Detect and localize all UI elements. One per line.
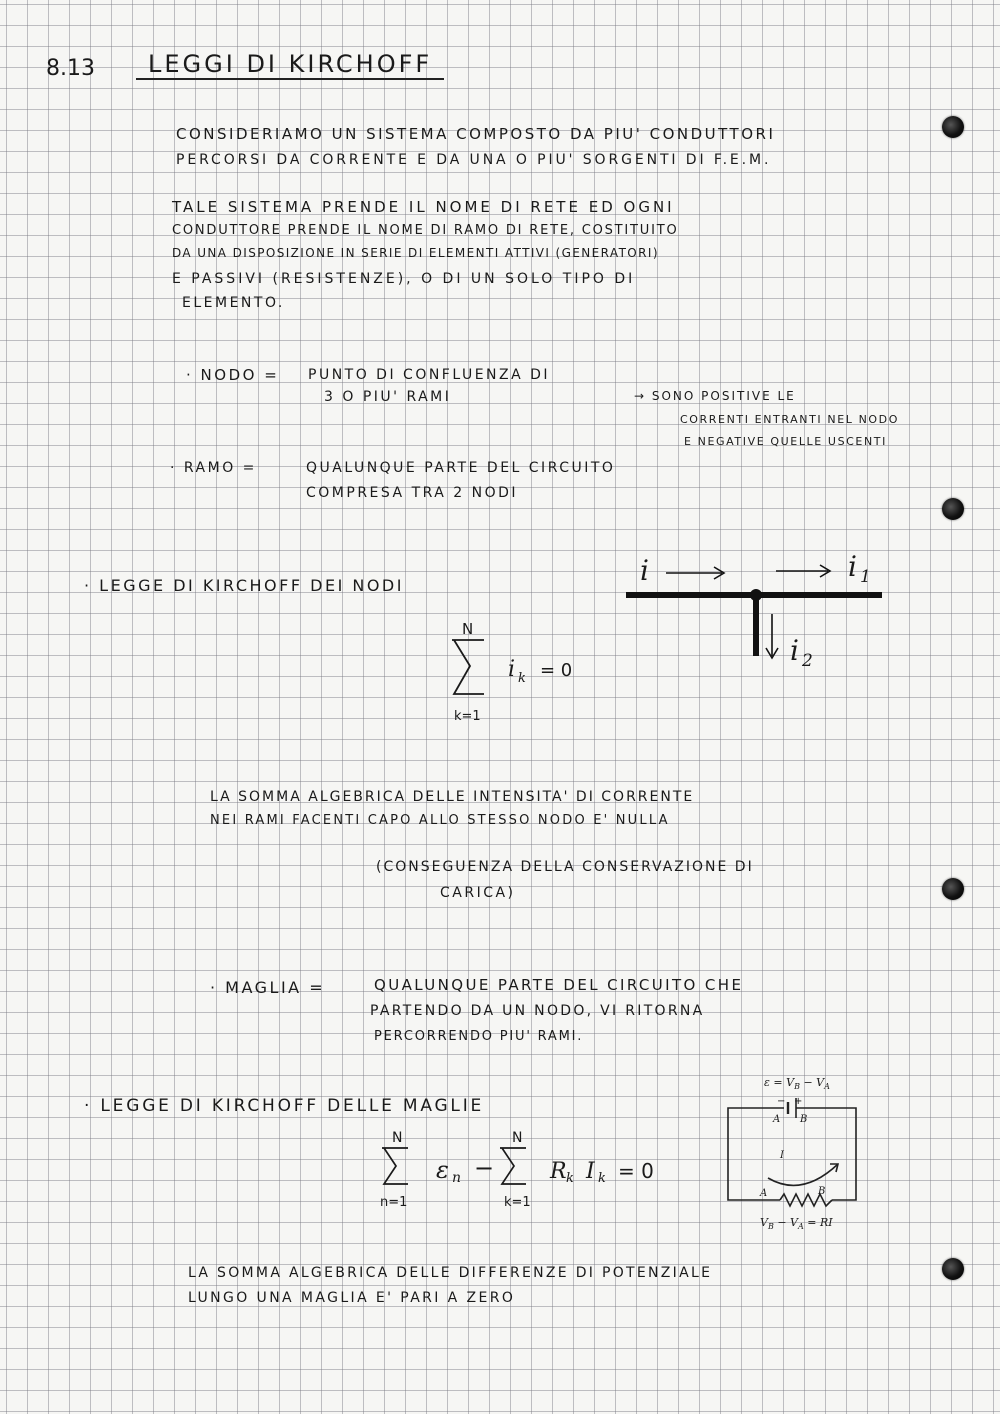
current-label: I bbox=[780, 1150, 784, 1161]
para2-line-1: TALE SISTEMA PRENDE IL NOME DI RETE ED OGNI bbox=[172, 198, 675, 216]
current-i-label: i bbox=[640, 554, 649, 587]
para2-line-2: CONDUTTORE PRENDE IL NOME DI RAMO DI RETE, COSTITUITO bbox=[172, 223, 679, 238]
law-mesh-formula bbox=[374, 1126, 684, 1210]
sum2-top-label: N bbox=[512, 1130, 523, 1146]
para2-line-5: ELEMENTO. bbox=[182, 295, 285, 311]
para2-line-3: DA UNA DISPOSIZIONE IN SERIE DI ELEMENTI ATTIVI (GENERATORI) bbox=[172, 246, 659, 260]
intro-line-1: CONSIDERIAMO UN SISTEMA COMPOSTO DA PIU' CONDUTTORI bbox=[176, 125, 776, 143]
sigma-symbol bbox=[452, 640, 484, 694]
sigma1-symbol bbox=[382, 1148, 408, 1184]
current-i1-label: i bbox=[848, 550, 857, 583]
nodo-def-1: PUNTO DI CONFLUENZA DI bbox=[308, 367, 551, 383]
law-nodes-heading: · LEGGE DI KIRCHOFF DEI NODI bbox=[84, 576, 404, 595]
current-i2-subscript: 2 bbox=[802, 651, 813, 671]
sum1-bottom-label: n=1 bbox=[380, 1195, 408, 1210]
voltage-drop-label: $V_B - V_A$ = RI bbox=[760, 1216, 833, 1231]
sum1-top-label: N bbox=[392, 1130, 403, 1146]
current-i2-label: i bbox=[790, 634, 799, 667]
nodo-def-2: 3 O PIU' RAMI bbox=[324, 389, 452, 405]
sum-top-label: N bbox=[462, 620, 474, 638]
law-mesh-text-2: LUNGO UNA MAGLIA E' PARI A ZERO bbox=[188, 1290, 516, 1306]
maglia-def-3: PERCORRENDO PIU' RAMI. bbox=[374, 1029, 584, 1044]
maglia-term: · MAGLIA = bbox=[210, 978, 326, 997]
sum1-body: ε bbox=[436, 1156, 449, 1184]
ramo-def-1: QUALUNQUE PARTE DEL CIRCUITO bbox=[306, 460, 616, 476]
nodo-note-3: E NEGATIVE QUELLE USCENTI bbox=[684, 435, 887, 448]
sum2-equals: = 0 bbox=[618, 1159, 654, 1183]
ramo-def-2: COMPRESA TRA 2 NODI bbox=[306, 485, 519, 501]
nodo-term: · NODO = bbox=[186, 366, 280, 384]
ramo-term: · RAMO = bbox=[170, 460, 257, 476]
battery-a-label: A bbox=[773, 1114, 781, 1125]
sum2-subscript: k bbox=[566, 1171, 574, 1186]
nodo-note-1: → SONO POSITIVE LE bbox=[634, 389, 796, 403]
sum-bottom-label: k=1 bbox=[454, 709, 481, 724]
sum-subscript: k bbox=[518, 671, 526, 686]
sum-equals: = 0 bbox=[540, 660, 573, 681]
maglia-def-2: PARTENDO DA UN NODO, VI RITORNA bbox=[370, 1003, 705, 1019]
resistor-b-label: B bbox=[818, 1186, 826, 1197]
law-nodes-text-2: NEI RAMI FACENTI CAPO ALLO STESSO NODO E' NULLA bbox=[210, 813, 670, 828]
sum2-bottom-label: k=1 bbox=[504, 1195, 531, 1210]
current-direction-arc bbox=[768, 1164, 838, 1185]
battery-b-label: B bbox=[800, 1114, 808, 1125]
punch-hole-1 bbox=[942, 116, 964, 138]
sum1-subscript: n bbox=[452, 1170, 462, 1186]
intro-line-2: PERCORSI DA CORRENTE E DA UNA O PIU' SORGENTI DI F.E.M. bbox=[176, 152, 772, 168]
title-underline bbox=[136, 78, 444, 80]
nodo-note-2: CORRENTI ENTRANTI NEL NODO bbox=[680, 413, 899, 426]
sum-body: i bbox=[508, 657, 516, 682]
battery-minus-label: − bbox=[777, 1096, 786, 1107]
node-diagram bbox=[620, 548, 890, 678]
punch-hole-3 bbox=[942, 878, 964, 900]
node-dot bbox=[750, 589, 762, 601]
minus-sign: − bbox=[474, 1154, 495, 1182]
sum2-body: R bbox=[550, 1159, 567, 1184]
sum2-subscript2: k bbox=[598, 1171, 606, 1186]
law-mesh-heading: · LEGGE DI KIRCHOFF DELLE MAGLIE bbox=[84, 1096, 485, 1116]
sigma2-symbol bbox=[500, 1148, 526, 1184]
sum2-body2: I bbox=[586, 1159, 595, 1184]
para2-line-4: E PASSIVI (RESISTENZE), O DI UN SOLO TIPO DI bbox=[172, 271, 636, 287]
current-i1-subscript: 1 bbox=[860, 567, 871, 587]
law-nodes-text-1: LA SOMMA ALGEBRICA DELLE INTENSITA' DI CORRENTE bbox=[210, 789, 695, 805]
punch-hole-4 bbox=[942, 1258, 964, 1280]
law-nodes-formula bbox=[440, 618, 610, 728]
punch-hole-2 bbox=[942, 498, 964, 520]
battery-plus-label: + bbox=[794, 1096, 803, 1107]
law-nodes-note-2: CARICA) bbox=[440, 885, 516, 901]
maglia-def-1: QUALUNQUE PARTE DEL CIRCUITO CHE bbox=[374, 976, 744, 994]
section-number: 8.13 bbox=[46, 56, 95, 81]
mesh-circuit-diagram bbox=[712, 1068, 882, 1238]
resistor-a-label: A bbox=[760, 1188, 768, 1199]
page-title: LEGGI DI KIRCHOFF bbox=[148, 50, 433, 78]
law-nodes-note-1: (CONSEGUENZA DELLA CONSERVAZIONE DI bbox=[376, 859, 754, 875]
law-mesh-text-1: LA SOMMA ALGEBRICA DELLE DIFFERENZE DI POTENZIALE bbox=[188, 1265, 713, 1281]
emf-label: $\varepsilon = V_B - V_A$ bbox=[764, 1076, 830, 1091]
